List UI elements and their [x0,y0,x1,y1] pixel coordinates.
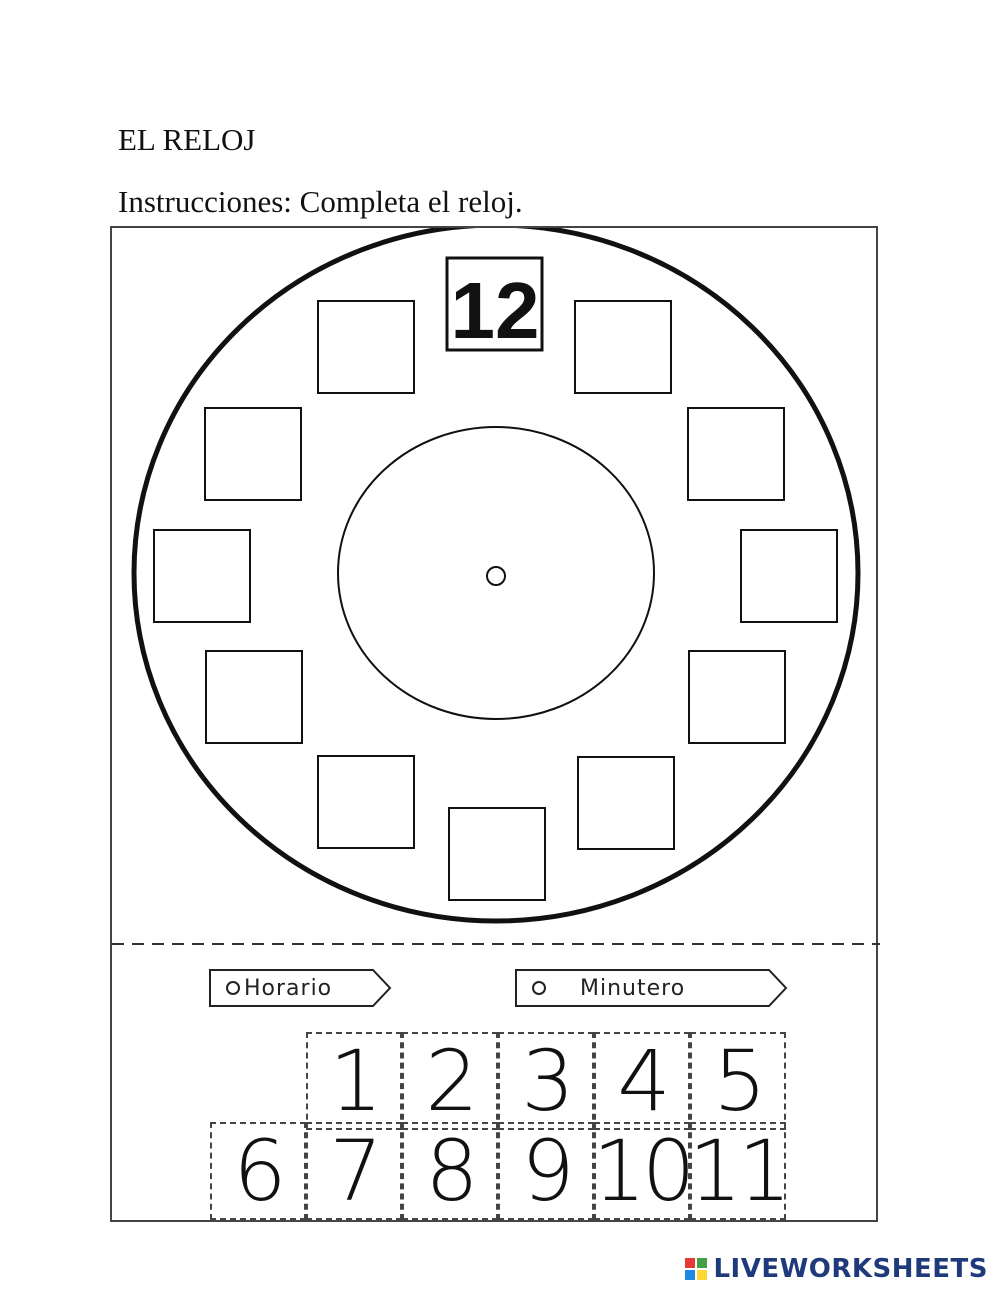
logo-block-yellow [697,1270,707,1280]
clock-sheet [110,226,878,1222]
number-card-6[interactable]: 6 [210,1122,306,1220]
minute-hand-tag[interactable] [514,966,790,1010]
clock-box-2[interactable] [688,408,784,500]
number-card-3[interactable]: 3 [498,1032,594,1130]
clock-number-12: 12 [450,266,540,355]
clock-box-9[interactable] [154,530,250,622]
minute-hand-pin-icon [532,981,546,995]
clock-box-1[interactable] [575,301,671,393]
hour-hand-pin-icon [226,981,240,995]
clock-box-6[interactable] [449,808,545,900]
number-card-9[interactable]: 9 [498,1122,594,1220]
number-card-7[interactable]: 7 [306,1122,402,1220]
clock-box-8[interactable] [206,651,302,743]
clock-box-4[interactable] [689,651,785,743]
logo-block-red [685,1258,695,1268]
hour-hand-tag[interactable] [208,966,394,1010]
liveworksheets-brand-text: LIVEWORKSHEETS [713,1254,988,1284]
worksheet-title: EL RELOJ [118,122,256,157]
number-card-10[interactable]: 10 [592,1122,692,1220]
hour-hand-label: Horario [244,975,333,1001]
worksheet-instructions: Instrucciones: Completa el reloj. [118,184,523,219]
liveworksheets-logo[interactable] [685,1254,988,1284]
clock-box-5[interactable] [578,757,674,849]
clock-box-7[interactable] [318,756,414,848]
clock-inner-circle [338,427,654,719]
number-card-8[interactable]: 8 [402,1122,498,1220]
logo-block-blue [685,1270,695,1280]
number-card-5[interactable]: 5 [690,1032,786,1130]
number-card-11[interactable]: 11 [688,1122,788,1220]
number-card-4[interactable]: 4 [594,1032,690,1130]
number-card-2[interactable]: 2 [402,1032,498,1130]
number-card-1[interactable]: 1 [306,1032,402,1130]
clock-box-10[interactable] [205,408,301,500]
logo-block-green [697,1258,707,1268]
liveworksheets-blocks-icon [685,1258,707,1280]
minute-hand-label: Minutero [580,975,686,1001]
clock-center-pin [487,567,505,585]
clock-box-11[interactable] [318,301,414,393]
clock-box-3[interactable] [741,530,837,622]
